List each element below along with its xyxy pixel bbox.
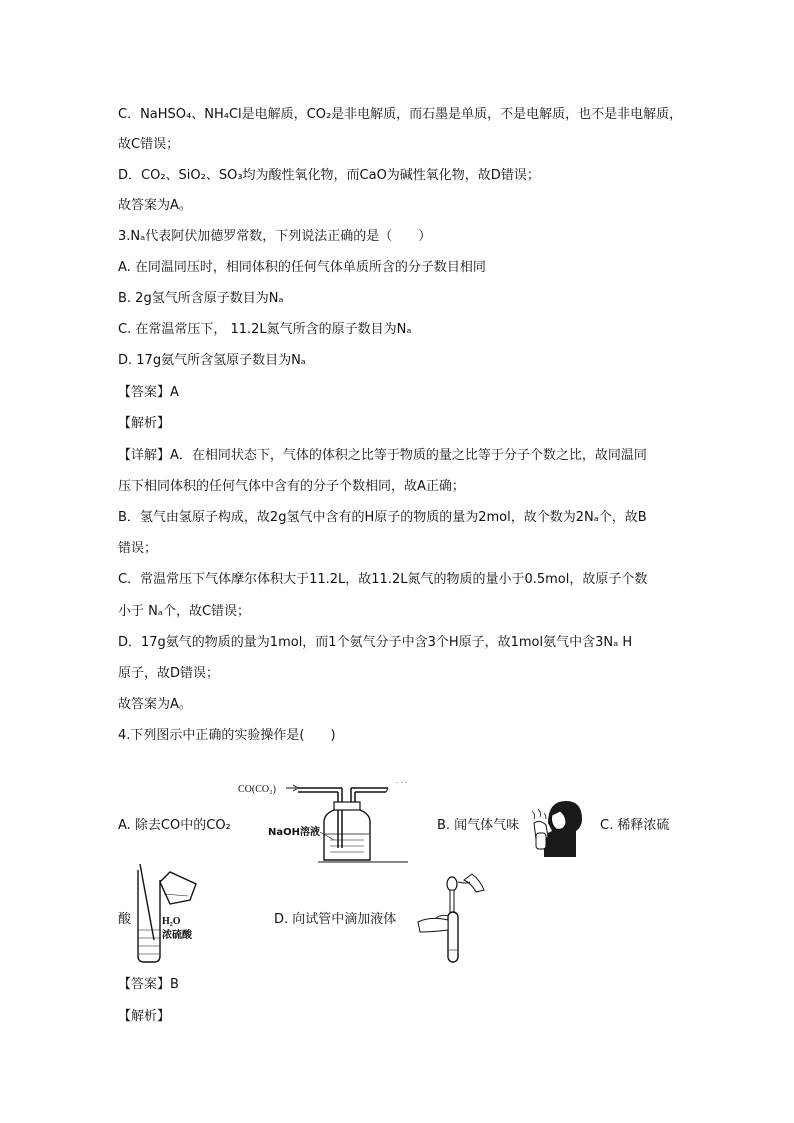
detail-line-4: 错误； [118, 541, 158, 556]
question-4-option-c-cont: 酸 [118, 912, 132, 927]
detail-line-6: 小于 Nₐ个，故C错误； [118, 604, 251, 619]
detail-line-7: D．17g氨气的物质的量为1mol，而1个氨气分子中含3个H原子，故1mol氨气中含3Nₐ H [118, 635, 633, 650]
question-4-option-b: B. 闻气体气味 [437, 818, 520, 833]
detail-line-8: 原子，故D错误； [118, 666, 220, 681]
analysis-label: 【解析】 [118, 416, 171, 431]
question-3-option-a: A. 在同温同压时，相同体积的任何气体单质所含的分子数目相同 [118, 260, 486, 275]
text-line-2: 故C错误； [118, 137, 180, 152]
figure-d-dropper-test-tube [414, 870, 494, 970]
question-4-answer: 【答案】B [118, 977, 179, 992]
question-4-analysis: 【解析】 [118, 1009, 171, 1024]
text-line-4: 故答案为A。 [118, 198, 192, 213]
question-4-option-c: C. 稀释浓硫 [600, 818, 670, 833]
detail-line-5: C．常温常压下气体摩尔体积大于11.2L，故11.2L氮气的物质的量小于0.5mol，故原子个数 [118, 572, 648, 587]
detail-line-1: 【详解】A．在相同状态下，气体的体积之比等于物质的量之比等于分子个数之比，故同温同 [118, 448, 647, 463]
detail-line-3: B．氢气由氢原子构成，故2g氢气中含有的H原子的物质的量为2mol，故个数为2Nₐ个，故B [118, 510, 647, 525]
text-line-1: C．NaHSO₄、NH₄Cl是电解质，CO₂是非电解质，而石墨是单质，不是电解质，也不是非电解质， [118, 107, 683, 122]
figure-a-gas-label: CO(CO₂) [238, 784, 276, 795]
figure-a-gas-washing-bottle [238, 778, 413, 868]
question-3-option-d: D. 17g氨气所含氢原子数目为Nₐ [118, 353, 306, 368]
question-3-stem: 3.Nₐ代表阿伏加德罗常数，下列说法正确的是（ ） [118, 229, 432, 244]
question-3-option-b: B. 2g氢气所含原子数目为Nₐ [118, 291, 284, 306]
figure-a-solution-label: NaOH溶液 [268, 827, 320, 838]
question-4-option-d: D. 向试管中滴加液体 [274, 912, 397, 927]
figure-c-acid-label: 浓硫酸 [162, 930, 192, 941]
question-4-option-a: A. 除去CO中的CO₂ [118, 818, 231, 833]
figure-c-water-label: H₂O [162, 916, 181, 927]
text-line-3: D．CO₂、SiO₂、SO₃均为酸性氧化物，而CaO为碱性氧化物，故D错误； [118, 168, 540, 183]
figure-b-person-smelling [526, 793, 590, 857]
question-3-option-c: C. 在常温常压下， 11.2L氮气所含的原子数目为Nₐ [118, 322, 412, 337]
svg-text:· · ·: · · · [396, 779, 408, 787]
detail-line-9: 故答案为A。 [118, 697, 192, 712]
answer-label: 【答案】A [118, 385, 179, 400]
detail-line-2: 压下相同体积的任何气体中含有的分子个数相同，故A正确； [118, 479, 465, 494]
figure-c-dilution [130, 860, 220, 965]
question-4-stem: 4.下列图示中正确的实验操作是( ) [118, 728, 336, 743]
